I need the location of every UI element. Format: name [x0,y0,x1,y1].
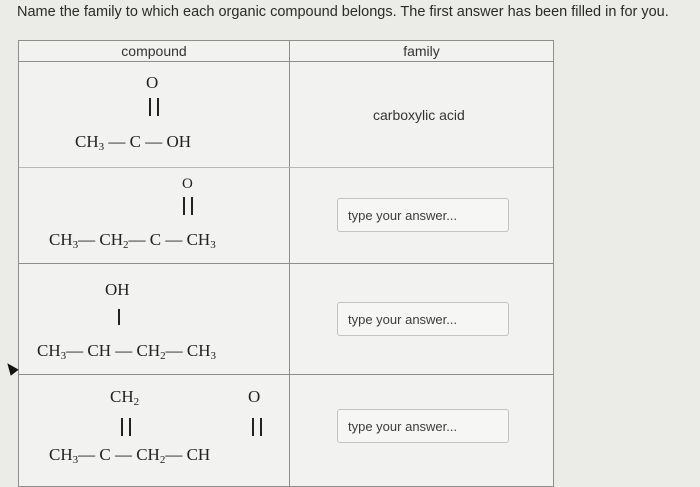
row4-double-bond-right [252,418,262,436]
row4-double-bond-left [121,418,131,436]
row4-oxygen: O [248,387,261,406]
row3-single-bond [118,309,120,325]
header-family: family [403,43,440,59]
row1-formula: $CH_3$ — C — OH [75,132,192,153]
mouse-pointer-icon [3,360,18,376]
row4-formula: $CH_3—$ C — $CH_2—$ CH [49,445,211,466]
row1-family: carboxylic acid [373,107,465,123]
row2-formula: $CH_3—$ $CH_2—$ C — $CH_3$ [49,230,216,251]
row1-double-bond [149,98,159,116]
row3-divider [19,374,553,375]
row1-oxygen: O [146,73,159,92]
row3-answer-input[interactable] [337,302,509,336]
question-prompt: Name the family to which each organic compound belongs. The first answer has been filled in for you. [17,4,669,20]
compound-family-table [18,40,554,487]
row2-divider [19,263,553,264]
row2-oxygen: O [182,176,193,192]
header-compound: compound [121,43,187,59]
header-divider [19,61,553,62]
row3-formula: $CH_3—$ CH — $CH_2—$ $CH_3$ [37,341,216,362]
row2-answer-input[interactable] [337,198,509,232]
row3-hydroxyl: OH [105,280,130,299]
row4-answer-input[interactable] [337,409,509,443]
row1-divider [19,167,553,168]
row2-double-bond [183,197,193,215]
row4-methylene: $CH_2$ [110,387,140,408]
